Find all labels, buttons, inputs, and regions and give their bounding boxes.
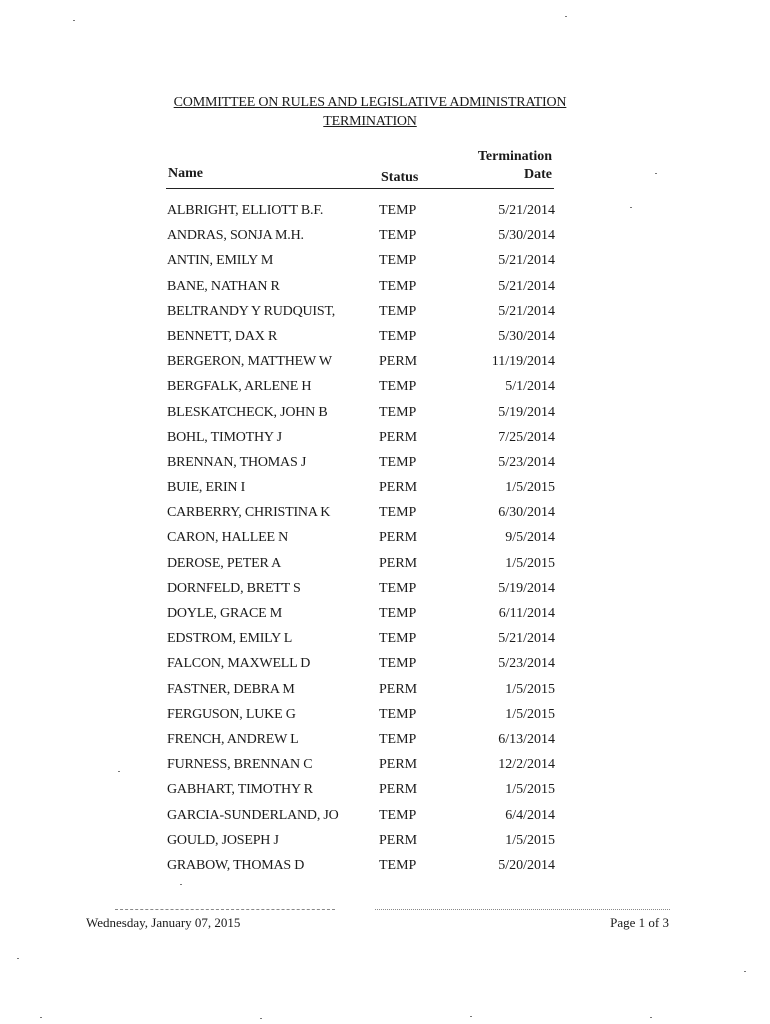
scan-speck: [180, 884, 182, 885]
termination-date: 1/5/2015: [505, 681, 555, 697]
termination-date: 1/5/2015: [505, 832, 555, 848]
employee-status: PERM: [379, 429, 418, 445]
table-row: [0, 727, 770, 752]
employee-name: FALCON, MAXWELL D: [167, 656, 311, 672]
termination-date: 6/4/2014: [505, 807, 555, 823]
heading-title: COMMITTEE ON RULES AND LEGISLATIVE ADMINISTRATION: [173, 95, 567, 110]
employee-name: DORNFELD, BRETT S: [167, 580, 301, 596]
employee-name: BLESKATCHECK, JOHN B: [167, 404, 328, 420]
table-row: [0, 828, 770, 853]
heading-subtitle: TERMINATION: [323, 114, 417, 129]
employee-status: TEMP: [379, 631, 417, 647]
employee-name: FRENCH, ANDREW L: [167, 731, 299, 747]
scan-speck: [565, 16, 567, 17]
scan-speck: [655, 173, 657, 174]
termination-date: 11/19/2014: [491, 354, 555, 370]
scan-speck: [260, 1018, 262, 1019]
footer-page-number: Page 1 of 3: [610, 915, 669, 930]
column-header-name: Name: [168, 166, 203, 181]
table-row: [0, 853, 770, 878]
table-row: [0, 525, 770, 550]
table-row: [0, 475, 770, 500]
termination-date: 5/21/2014: [498, 203, 555, 218]
employee-status: TEMP: [379, 505, 417, 521]
table-row: [0, 374, 770, 399]
employee-status: TEMP: [379, 656, 417, 672]
scan-speck: [17, 958, 19, 959]
termination-date: 5/21/2014: [498, 303, 555, 319]
employee-status: PERM: [379, 757, 418, 773]
employee-name: BRENNAN, THOMAS J: [167, 454, 307, 470]
employee-name: DEROSE, PETER A: [167, 555, 282, 571]
scan-speck: [630, 207, 632, 208]
employee-name: GOULD, JOSEPH J: [167, 832, 279, 848]
termination-date: 1/5/2015: [505, 706, 555, 722]
employee-name: GRABOW, THOMAS D: [167, 857, 305, 873]
table-row: [0, 677, 770, 702]
employee-name: FERGUSON, LUKE G: [167, 706, 296, 722]
employee-status: TEMP: [379, 706, 417, 722]
employee-name: CARBERRY, CHRISTINA K: [167, 505, 331, 521]
employee-name: BOHL, TIMOTHY J: [167, 429, 282, 445]
termination-date: 5/20/2014: [498, 857, 555, 873]
employee-status: TEMP: [379, 203, 417, 218]
employee-name: EDSTROM, EMILY L: [167, 631, 293, 647]
employee-status: TEMP: [379, 253, 417, 269]
employee-status: TEMP: [379, 328, 417, 344]
termination-date: 5/30/2014: [498, 228, 555, 244]
termination-date: 5/30/2014: [498, 328, 555, 344]
footer-date: Wednesday, January 07, 2015: [86, 915, 241, 930]
scan-speck: [470, 1016, 472, 1017]
table-row: [0, 626, 770, 651]
termination-date: 6/13/2014: [498, 731, 555, 747]
column-header-date-line1: Termination: [477, 149, 552, 164]
employee-name: FURNESS, BRENNAN C: [167, 757, 313, 773]
employee-status: PERM: [379, 354, 418, 370]
employee-name: ALBRIGHT, ELLIOTT B.F.: [167, 203, 324, 218]
employee-name: BUIE, ERIN I: [167, 480, 246, 496]
scan-speck: [744, 971, 746, 972]
table-row: [0, 274, 770, 299]
termination-date: 5/21/2014: [498, 631, 555, 647]
employee-name: BENNETT, DAX R: [167, 328, 278, 344]
table-row: [0, 248, 770, 273]
column-header-date-line2: Date: [524, 167, 552, 182]
termination-date: 5/21/2014: [498, 278, 555, 294]
employee-status: TEMP: [379, 404, 417, 420]
employee-name: GARCIA-SUNDERLAND, JO: [167, 807, 339, 823]
termination-date: 5/19/2014: [498, 580, 555, 596]
table-row: [0, 223, 770, 248]
termination-date: 5/21/2014: [498, 253, 555, 269]
termination-date: 7/25/2014: [498, 429, 555, 445]
table-row: [0, 450, 770, 475]
termination-date: 6/30/2014: [498, 505, 555, 521]
employee-status: TEMP: [379, 731, 417, 747]
employee-status: PERM: [379, 480, 418, 496]
employee-status: PERM: [379, 681, 418, 697]
table-row: [0, 702, 770, 727]
employee-status: TEMP: [379, 303, 417, 319]
table-row: [0, 349, 770, 374]
footer-divider-left: [115, 909, 335, 910]
column-header-status: Status: [381, 170, 419, 185]
termination-date: 5/1/2014: [505, 379, 555, 395]
employee-status: PERM: [379, 782, 418, 798]
employee-name: BANE, NATHAN R: [167, 278, 280, 294]
table-row: [0, 803, 770, 828]
employee-name: ANDRAS, SONJA M.H.: [167, 228, 304, 244]
table-row: [0, 601, 770, 626]
employee-status: TEMP: [379, 857, 417, 873]
table-row: [0, 425, 770, 450]
scan-speck: [650, 1017, 652, 1018]
scan-speck: [118, 771, 120, 772]
termination-date: 5/19/2014: [498, 404, 555, 420]
termination-date: 9/5/2014: [505, 530, 555, 546]
scan-speck: [73, 20, 75, 21]
termination-date: 1/5/2015: [505, 555, 555, 571]
table-row: [0, 576, 770, 601]
employee-status: TEMP: [379, 228, 417, 244]
employee-status: TEMP: [379, 454, 417, 470]
employee-name: ANTIN, EMILY M: [167, 253, 274, 269]
employee-status: PERM: [379, 555, 418, 571]
termination-table: [0, 198, 770, 878]
termination-date: 5/23/2014: [498, 454, 555, 470]
header-rule: [166, 188, 554, 189]
employee-status: TEMP: [379, 807, 417, 823]
employee-status: TEMP: [379, 379, 417, 395]
table-row: [0, 651, 770, 676]
table-row: [0, 198, 770, 223]
employee-name: GABHART, TIMOTHY R: [167, 782, 313, 798]
termination-date: 5/23/2014: [498, 656, 555, 672]
employee-status: TEMP: [379, 580, 417, 596]
table-row: [0, 752, 770, 777]
employee-name: DOYLE, GRACE M: [167, 606, 283, 621]
scan-speck: [40, 1017, 42, 1018]
employee-name: BERGFALK, ARLENE H: [167, 379, 312, 395]
table-row: [0, 777, 770, 802]
employee-status: PERM: [379, 530, 418, 546]
employee-name: BELTRANDY Y RUDQUIST,: [167, 303, 336, 319]
table-row: [0, 500, 770, 525]
employee-status: TEMP: [379, 606, 417, 621]
table-row: [0, 324, 770, 349]
employee-name: BERGERON, MATTHEW W: [167, 354, 332, 370]
employee-name: FASTNER, DEBRA M: [167, 681, 295, 697]
table-row: [0, 400, 770, 425]
termination-date: 1/5/2015: [505, 480, 555, 496]
employee-status: TEMP: [379, 278, 417, 294]
footer-divider-right: [375, 909, 670, 910]
column-header-termination-date: [478, 148, 552, 184]
employee-status: PERM: [379, 832, 418, 848]
termination-date: 6/11/2014: [498, 606, 555, 621]
table-row: [0, 299, 770, 324]
termination-date: 1/5/2015: [505, 782, 555, 798]
table-row: [0, 551, 770, 576]
termination-date: 12/2/2014: [498, 757, 555, 773]
document-heading: [140, 93, 600, 131]
employee-name: CARON, HALLEE N: [167, 530, 289, 546]
